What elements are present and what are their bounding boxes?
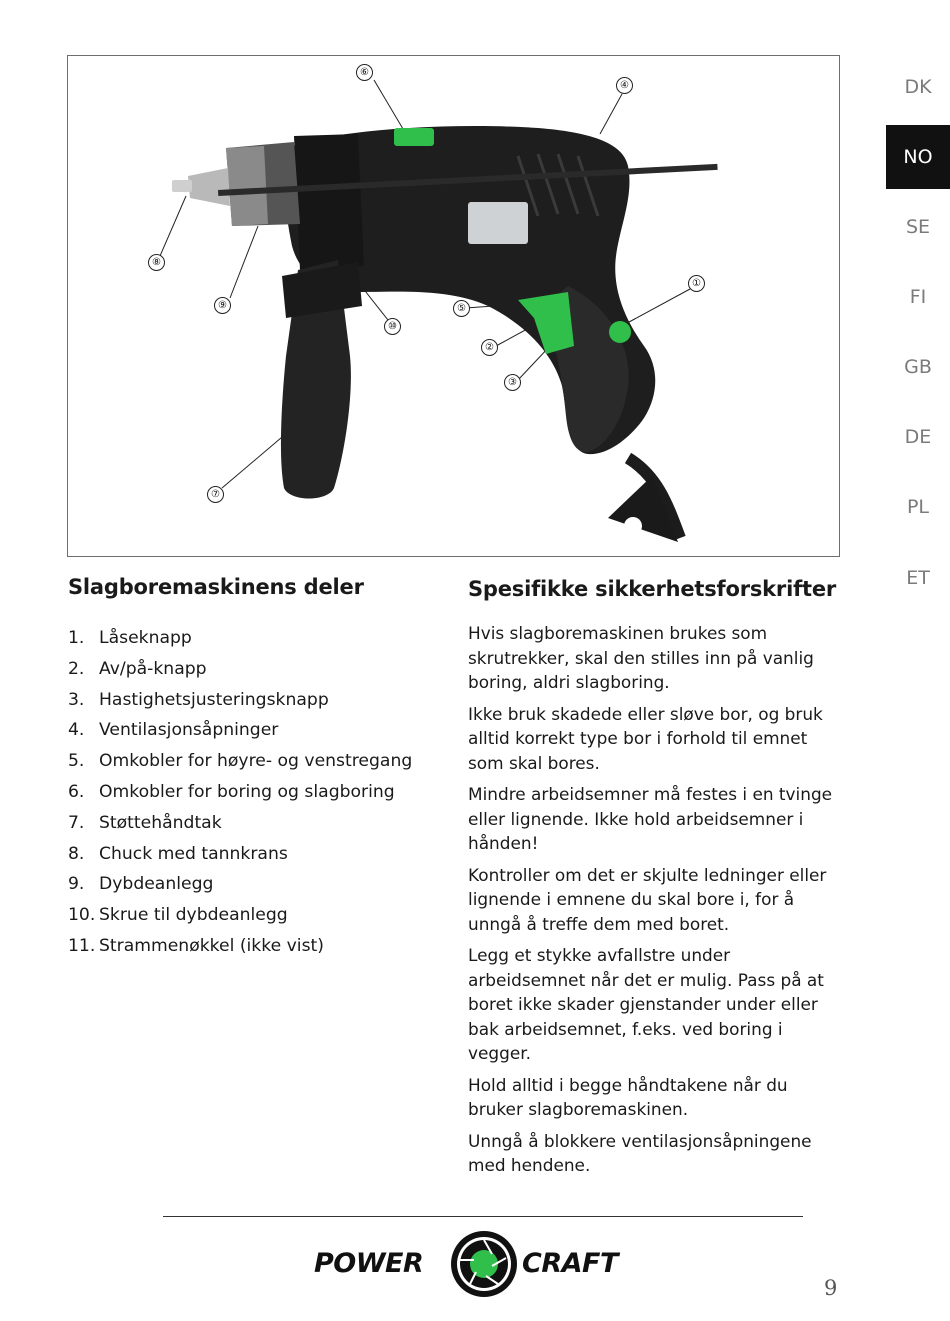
logo-text-left: POWER <box>314 1248 424 1279</box>
list-item <box>68 931 448 962</box>
item-text: Chuck med tannkrans <box>99 843 288 864</box>
paragraph: Unngå å blokkere ventilasjonsåpningene med hendene. <box>468 1130 812 1175</box>
item-number: 11. <box>68 935 96 956</box>
item-number: 7. <box>68 812 85 833</box>
callout-4: ④ <box>616 77 633 94</box>
item-text: Omkobler for boring og slagboring <box>99 781 395 802</box>
tab-de[interactable]: DE <box>904 426 932 448</box>
item-text: Ventilasjonsåpninger <box>99 720 279 741</box>
item-number: 9. <box>68 874 85 895</box>
item-number: 3. <box>68 689 85 710</box>
list-item <box>68 900 448 931</box>
callout-2: ② <box>481 339 498 356</box>
item-text: Dybdeanlegg <box>99 874 214 895</box>
paragraph: Hold alltid i begge håndtakene når du bruker slagboremaskinen. <box>468 1074 788 1119</box>
list-item <box>68 654 448 685</box>
list-item <box>68 808 448 839</box>
callout-10: ⑩ <box>384 318 401 335</box>
logo-text-right: CRAFT <box>522 1248 618 1279</box>
item-number: 10. <box>68 905 96 926</box>
item-number: 4. <box>68 720 85 741</box>
tab-se[interactable]: SE <box>905 216 931 238</box>
tab-no[interactable]: NO <box>886 125 950 189</box>
item-text: Omkobler for høyre- og venstregang <box>99 751 413 772</box>
paragraph: Mindre arbeidsemner må festes i en tvinge eller lignende. Ikke hold arbeidsemner i hånden! <box>468 784 833 853</box>
callout-3: ③ <box>504 374 521 391</box>
item-text: Strammenøkkel (ikke vist) <box>99 935 324 956</box>
parts-list <box>68 623 448 962</box>
paragraph: Legg et stykke avfallstre under arbeidsemnet når det er mulig. Pass på at boret ikke skader gjenstander under eller bak arbeidsemnet, f.eks. ved boring i vegger. <box>468 945 824 1063</box>
callout-1: ① <box>688 275 705 292</box>
list-item <box>68 623 448 654</box>
item-text: Støttehåndtak <box>99 812 222 833</box>
callout-5: ⑤ <box>453 300 470 317</box>
tab-et[interactable]: ET <box>906 567 930 589</box>
list-item <box>68 746 448 777</box>
list-item <box>68 839 448 870</box>
callout-8: ⑧ <box>148 254 165 271</box>
item-number: 1. <box>68 628 85 648</box>
paragraph: Ikke bruk skadede eller sløve bor, og bruk alltid korrekt type bor i forhold til emnet som skal bores. <box>468 703 823 773</box>
list-item <box>68 685 448 716</box>
parts-section <box>68 575 448 962</box>
item-text: Av/på-knapp <box>99 658 207 679</box>
tab-gb[interactable]: GB <box>904 356 932 378</box>
item-number: 6. <box>68 781 85 802</box>
safety-title: Spesifikke sikkerhetsforskrifter <box>468 577 837 601</box>
parts-title: Slagboremaskinens deler <box>68 575 364 599</box>
paragraph: Hvis slagboremaskinen brukes som skrutrekker, skal den stilles inn på vanlig boring, aldri slagboring. <box>468 623 814 692</box>
tab-dk[interactable]: DK <box>904 76 932 98</box>
list-item <box>68 869 448 900</box>
list-item <box>68 715 448 746</box>
aperture-logo-icon <box>448 1228 520 1300</box>
safety-section <box>468 577 840 1185</box>
page-number: 9 <box>824 1276 838 1300</box>
footer-divider <box>163 1216 803 1217</box>
item-text: Skrue til dybdeanlegg <box>99 905 288 926</box>
callout-6: ⑥ <box>356 64 373 81</box>
item-text: Hastighetsjusteringsknapp <box>99 689 329 710</box>
callout-9: ⑨ <box>214 297 231 314</box>
safety-paragraphs <box>468 621 840 1178</box>
callout-7: ⑦ <box>207 486 224 503</box>
item-number: 2. <box>68 658 85 679</box>
list-item <box>68 777 448 808</box>
item-number: 8. <box>68 843 85 864</box>
powercraft-logo <box>312 1226 642 1302</box>
item-text: Låseknapp <box>99 628 192 648</box>
product-figure <box>67 55 840 557</box>
tab-pl[interactable]: PL <box>906 496 930 518</box>
tab-fi[interactable]: FI <box>909 286 927 308</box>
paragraph: Kontroller om det er skjulte ledninger eller lignende i emnene du skal bore i, for å unngå å treffe dem med boret. <box>468 864 827 934</box>
item-number: 5. <box>68 751 85 772</box>
